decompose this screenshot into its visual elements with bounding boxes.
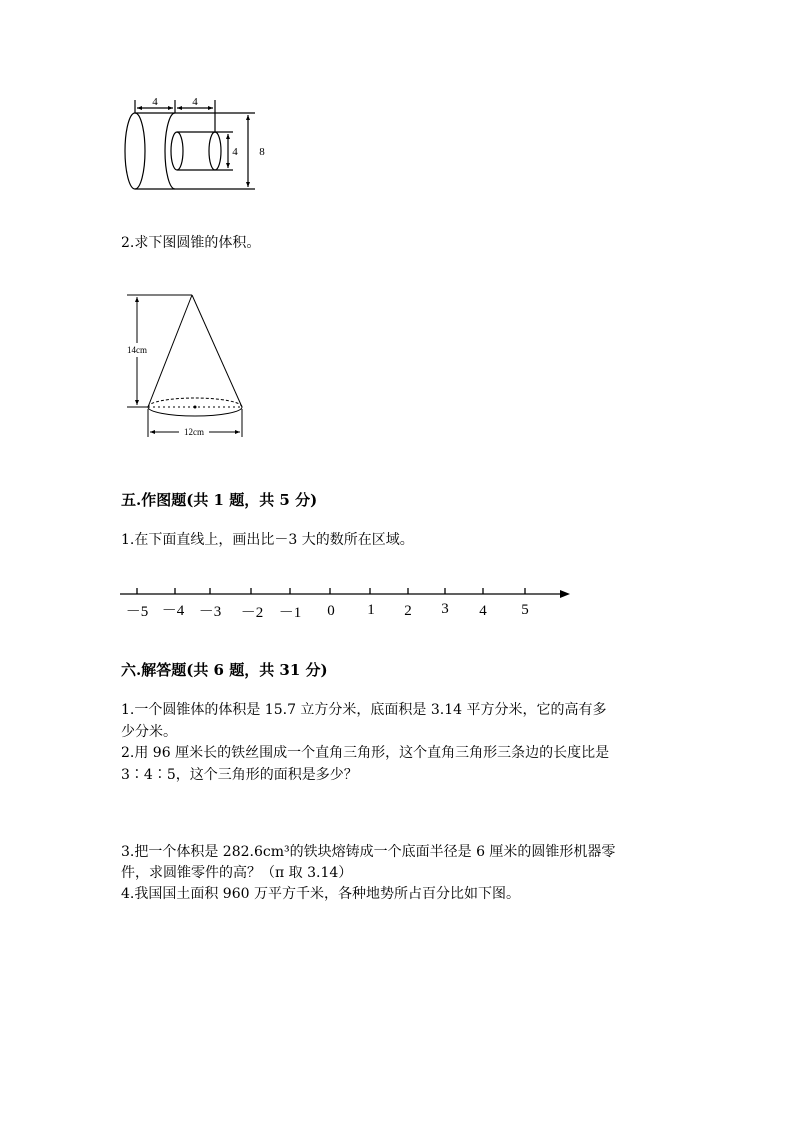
tick-label-2: 2 [404, 603, 412, 619]
question-6-1-line2: 少分米。 [121, 724, 177, 740]
tick-label-0: 0 [327, 603, 335, 619]
dim-inner-height: 4 [232, 146, 238, 158]
question-cone-volume: 2.求下图圆锥的体积。 [121, 235, 261, 251]
cone-figure [115, 285, 255, 445]
tick-label-neg4: －4 [161, 603, 185, 619]
cone-height-label: 14cm [127, 345, 147, 355]
cylinder-figure [115, 90, 285, 200]
tick-label-neg5: －5 [125, 604, 149, 620]
question-6-2-line2: 3∶4∶5，这个三角形的面积是多少？ [121, 767, 358, 783]
dim-outer-height: 8 [259, 146, 265, 158]
tick-label-neg1: －1 [278, 605, 302, 621]
tick-label-5: 5 [521, 602, 529, 618]
question-6-2-line1: 2.用 96 厘米长的铁丝围成一个直角三角形，这个直角三角形三条边的长度比是 [121, 745, 610, 761]
tick-label-4: 4 [479, 603, 487, 619]
question-number-line: 1.在下面直线上，画出比－3 大的数所在区域。 [121, 532, 414, 548]
number-line [115, 580, 575, 625]
tick-label-neg2: －2 [240, 605, 264, 621]
question-6-3-line1: 3.把一个体积是 282.6cm³的铁块熔铸成一个底面半径是 6 厘米的圆锥形机器零 [121, 844, 616, 860]
tick-label-1: 1 [367, 602, 375, 618]
question-6-3-line2: 件，求圆锥零件的高？（π 取 3.14） [121, 865, 353, 881]
tick-label-3: 3 [441, 601, 449, 617]
dim-top-left: 4 [152, 96, 158, 108]
section-6-heading: 六.解答题(共 6 题，共 31 分) [121, 661, 328, 679]
section-5-heading: 五.作图题(共 1 题，共 5 分) [121, 491, 318, 509]
question-6-4-line1: 4.我国国土面积 960 万平方千米，各种地势所占百分比如下图。 [121, 886, 520, 902]
dim-top-right: 4 [192, 96, 198, 108]
question-6-1-line1: 1.一个圆锥体的体积是 15.7 立方分米，底面积是 3.14 平方分米，它的高有多 [121, 702, 607, 718]
tick-label-neg3: －3 [198, 604, 222, 620]
cone-diameter-label: 12cm [184, 427, 204, 437]
